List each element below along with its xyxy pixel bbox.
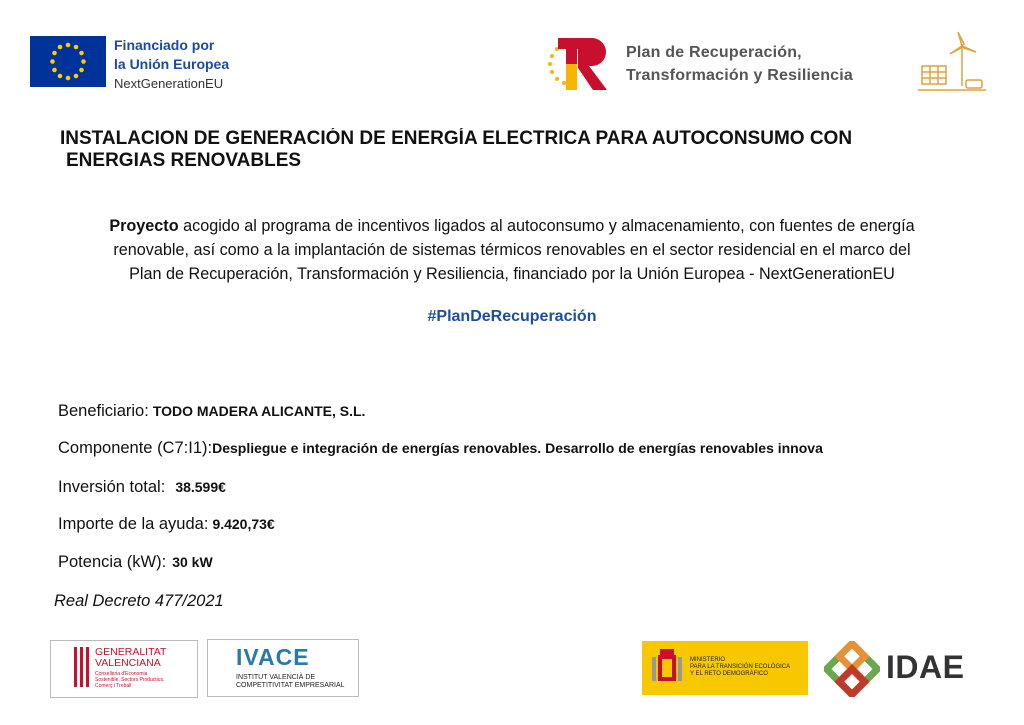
gva-crest-icon: [71, 645, 91, 691]
beneficiario-label: Beneficiario:: [58, 402, 149, 420]
prtr-tr-icon: [546, 34, 614, 94]
gva-line3: Conselleria d'Economia: [95, 671, 148, 677]
ivace-name: IVACE: [236, 644, 310, 670]
decreto: Real Decreto 477/2021: [54, 592, 224, 610]
componente-label: Componente (C7:I1):: [58, 439, 213, 457]
ivace-logo: [207, 639, 359, 697]
idae-logo: [822, 641, 992, 697]
gva-logo: [50, 640, 198, 698]
ministerio-line1: MINISTERIO: [690, 657, 726, 663]
project-line3: Plan de Recuperación, Transformación y Resiliencia, financiado por la Unión Europea - NextGenerationEU: [129, 265, 895, 283]
inversion-value: 38.599€: [175, 479, 226, 495]
importe-label: Importe de la ayuda:: [58, 515, 209, 533]
field-inversion: [58, 478, 970, 497]
idae-emblem-icon: [824, 641, 880, 697]
field-beneficiario: [58, 402, 970, 421]
potencia-value: 30 kW: [172, 554, 213, 570]
prtr-logo: [546, 34, 853, 94]
wind-solar-icon: [918, 30, 988, 94]
eu-text-line3: NextGenerationEU: [114, 76, 224, 91]
potencia-label: Potencia (kW):: [58, 553, 167, 571]
prtr-text-line2: Transformación y Resiliencia: [626, 67, 854, 84]
idae-name: IDAE: [886, 649, 965, 685]
project-line2: renovable, así como a la implantación de sistemas térmicos renovables en el sector residencial en el marco del: [113, 241, 911, 259]
eu-text-line2: la Unión Europea: [114, 56, 230, 72]
ministerio-line3: Y EL RETO DEMOGRÁFICO: [690, 671, 768, 677]
ministerio-logo: [642, 641, 808, 695]
importe-value: 9.420,73€: [212, 516, 275, 532]
hashtag: #PlanDeRecuperación: [427, 308, 597, 325]
field-potencia: [58, 553, 970, 572]
componente-value: Despliegue e integración de energías renovables. Desarrollo de energías renovables innova: [212, 440, 823, 456]
gva-line1: GENERALITAT: [95, 646, 167, 658]
eu-text-line1: Financiado por: [114, 37, 215, 53]
ivace-line2: COMPETITIVITAT EMPRESARIAL: [236, 682, 345, 689]
field-componente: [58, 439, 970, 458]
prtr-text-line1: Plan de Recuperación,: [626, 44, 802, 61]
spain-coat-of-arms-icon: [650, 647, 684, 689]
project-bold-label: Proyecto: [109, 217, 179, 235]
ministerio-line2: PARA LA TRANSICIÓN ECOLÓGICA: [690, 664, 791, 670]
gva-line2: VALENCIANA: [95, 657, 161, 669]
title-line2: ENERGIAS RENOVABLES: [66, 150, 302, 171]
title-line1: INSTALACION DE GENERACIÓN DE ENERGÍA ELECTRICA PARA AUTOCONSUMO CON: [60, 128, 853, 149]
field-importe: [58, 515, 970, 534]
ivace-line1: INSTITUT VALENCIÀ DE: [236, 674, 316, 681]
gva-line4: Sostenible, Sectors Productius,: [95, 677, 165, 683]
project-description: [50, 214, 974, 286]
eu-funding-logo: [30, 36, 229, 93]
gva-line5: Comerç i Treball: [95, 683, 132, 689]
beneficiario-value: TODO MADERA ALICANTE, S.L.: [152, 403, 366, 419]
project-line1: acogido al programa de incentivos ligados al autoconsumo y almacenamiento, con fuentes de energía: [178, 217, 915, 235]
eu-flag-icon: [30, 36, 106, 87]
inversion-label: Inversión total:: [58, 478, 166, 496]
page-title: [60, 128, 972, 172]
